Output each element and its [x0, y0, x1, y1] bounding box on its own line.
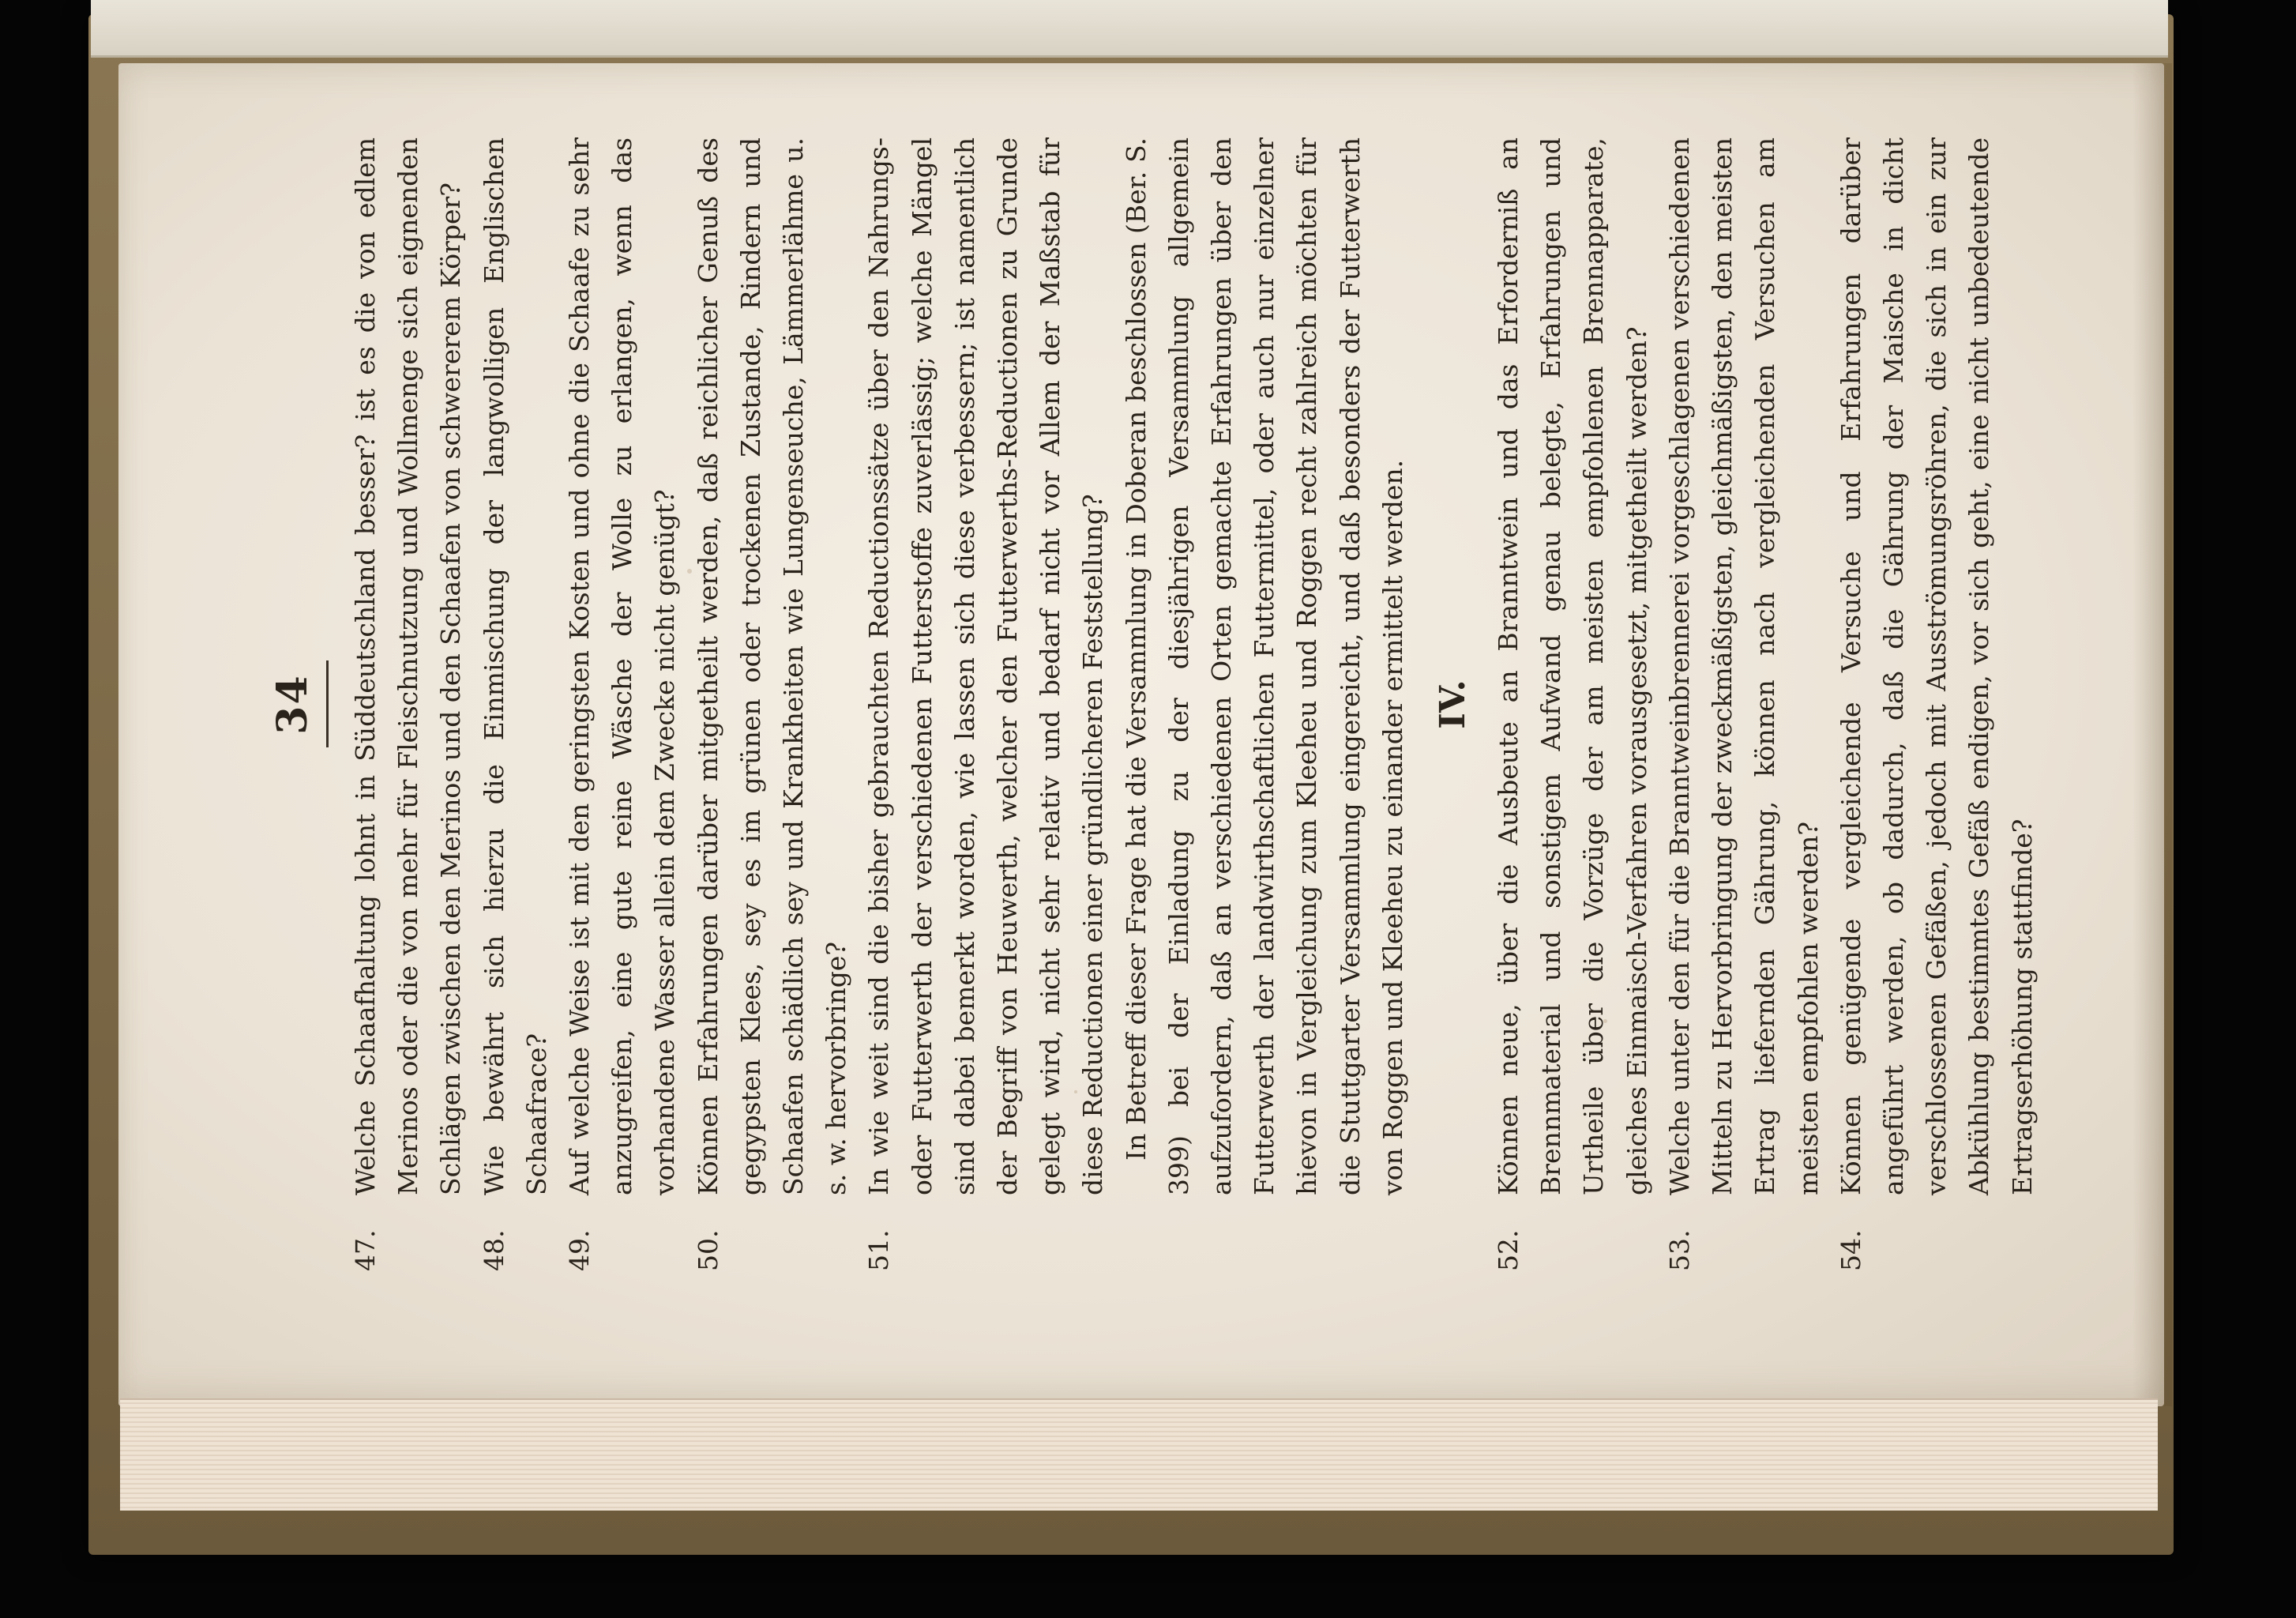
question-text: Welche Schaafhaltung lohnt in Süddeutschland besser? ist es die von edlem Merinos oder die von mehr für Fleischnutzung und Wollmenge sich eignenden Schlägen zwischen den Merinos und den Schaafen von schwererem Körper?: [350, 137, 467, 1195]
question-note: In Betreff dieser Frage hat die Versammlung in Doberan beschlossen (Ber. S. 399) bei der Einladung zu der diesjährigen Versammlung allgemein aufzufordern, daß an verschiedenen Orten gemachte Erfahrungen über den Futterwerth der landwirthschaftlichen Futtermittel, oder auch nur einzelner hievon in Vergleichung zum Kleeheu und Roggen recht zahlreich möchten für die Stuttgarter Versammlung eingereicht, und daß besonders der Futterwerth von Roggen und Kleeheu zu einander ermittelt werden.: [1120, 137, 1408, 1195]
question-number: 50.: [692, 1229, 723, 1271]
opposite-page-edge: [91, 0, 2168, 58]
question-text: Können neue, über die Ausbeute an Branntwein und das Erforderniß an Brennmaterial und sonstigem Aufwand genau belegte, Erfahrungen und Urtheile über die Vorzüge der am meisten empfohlenen Brennapparate, gleiches Einmaisch-Verfahren vorausgesetzt, mitgetheilt werden?: [1493, 137, 1652, 1195]
question-number: 49.: [564, 1229, 596, 1271]
question-text: Wie bewährt sich hierzu die Einmischung der langwolligen Englischen Schaafrace?: [478, 137, 552, 1195]
question-text: Können Erfahrungen darüber mitgetheilt werden, daß reichlicher Genuß des gegypsten Klees, sey es im grünen oder trockenen Zustande, Rindern und Schaafen schädlich sey und Krankheiten wie Lungenseuche, Lämmerlähme u. s. w. hervorbringe?: [692, 137, 852, 1195]
page-gutter: [2133, 63, 2172, 1406]
question-number: 54.: [1835, 1229, 1866, 1271]
question-50: [687, 137, 859, 1271]
question-text: Können genügende vergleichende Versuche und Erfahrungen darüber angeführt werden, ob dadurch, daß die Gährung der Maische in dicht verschlossenen Gefäßen, jedoch mit Ausströmungsröhren, die sich in ein zur Abkühlung bestimmtes Gefäß endigen, vor sich geht, eine nicht unbedeutende Ertragserhöhung stattfinde?: [1835, 137, 2038, 1195]
section-heading: IV.: [1433, 679, 1474, 729]
page-block-edges: [120, 1398, 2158, 1511]
question-number: 47.: [350, 1229, 381, 1271]
question-47: [344, 137, 473, 1271]
question-number: 52.: [1493, 1229, 1524, 1271]
question-number: 51.: [863, 1229, 895, 1271]
page-text: [266, 137, 2038, 1271]
question-number: 53.: [1663, 1229, 1695, 1271]
question-text: Auf welche Weise ist mit den geringsten Kosten und ohne die Schaafe zu sehr anzugreifen, eine gute reine Wäsche der Wolle zu erlangen, wenn das vorhandene Wasser allein dem Zwecke nicht genügt?: [564, 137, 681, 1195]
question-54: [1830, 137, 2044, 1271]
page-number: 34: [269, 674, 317, 735]
question-52: [1487, 137, 1659, 1271]
question-51: [858, 137, 1415, 1271]
question-number: 48.: [478, 1229, 509, 1271]
question-49: [558, 137, 687, 1271]
question-48: [473, 137, 558, 1271]
question-53: [1659, 137, 1830, 1271]
question-text: In wie weit sind die bisher gebrauchten Reductionssätze über den Nahrungs- oder Futterwerth der verschiedenen Futterstoffe zuverlässig; welche Mängel sind dabei bemerkt worden, wie lassen sich diese verbessern; ist namentlich der Begriff von Heuwerth, welcher den Futterwerths-Reductionen zu Grunde gelegt wird, nicht sehr relativ und bedarf nicht vor Allem der Maßstab für diese Reductionen einer gründlicheren Feststellung?: [863, 137, 1109, 1195]
question-text: Welche unter den für die Branntweinbrennerei vorgeschlagenen verschiedenen Mitteln zu Hervorbringung der zweckmäßigsten, gleichmäßigsten, den meisten Ertrag liefernden Gährung, können nach vergleichenden Versuchen am meisten empfohlen werden?: [1663, 137, 1824, 1195]
header-rule: [326, 661, 329, 748]
